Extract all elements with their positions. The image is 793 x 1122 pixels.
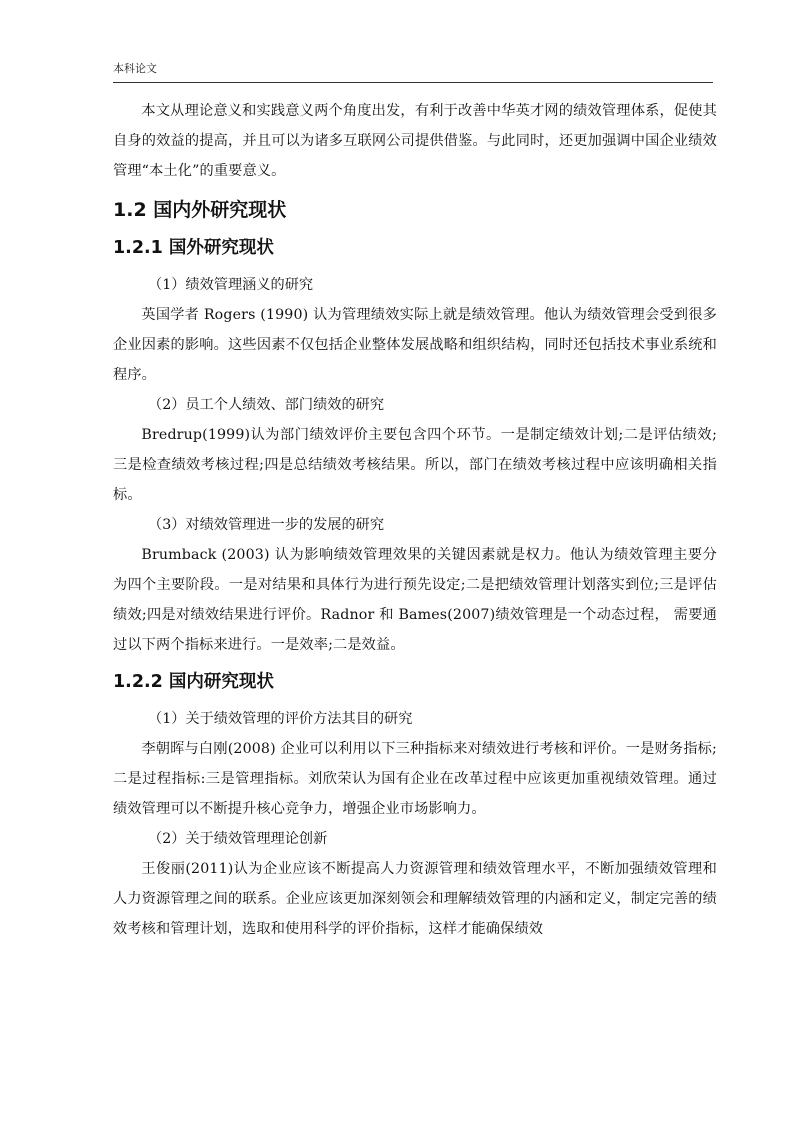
paragraph-intro: 本文从理论意义和实践意义两个角度出发，有利于改善中华英才网的绩效管理体系，促使其自身的效益的提高，并且可以为诸多互联网公司提供借鉴。与此同时，还更加强调中国企业绩效管理“本土化”的重要意义。	[113, 103, 717, 179]
paragraph: 英国学者 Rogers (1990) 认为管理绩效实际上就是绩效管理。他认为绩效管理会受到很多企业因素的影响。这些因素不仅包括企业整体发展战略和组织结构，同时还包括技术事业系统和程序。	[113, 307, 717, 383]
subpoint-heading: （1）关于绩效管理的评价方法其目的研究	[148, 711, 413, 727]
subpoint-heading: （3）对绩效管理进一步的发展的研究	[148, 517, 385, 533]
header-divider	[113, 82, 713, 83]
subpoint-heading: （1）绩效管理涵义的研究	[148, 277, 314, 293]
section-heading-1-2-1: 1.2.1 国外研究现状	[113, 238, 274, 258]
page-header: 本科论文	[113, 62, 157, 75]
paragraph: Brumback (2003) 认为影响绩效管理效果的关键因素就是权力。他认为绩效管理主要分为四个主要阶段。一是对结果和具体行为进行预先设定;二是把绩效管理计划落实到位;三是评估绩效;四是对绩效结果进行评价。Radnor 和 Bames(2007)绩效管理是一个动态过程， 需要通过以下两个指标来进行。一是效率;二是效益。	[113, 547, 717, 653]
section-heading-1-2-2: 1.2.2 国内研究现状	[113, 672, 274, 692]
paragraph: Bredrup(1999)认为部门绩效评价主要包含四个环节。一是制定绩效计划;二是评估绩效;三是检查绩效考核过程;四是总结绩效考核结果。所以，部门在绩效考核过程中应该明确相关指标。	[113, 427, 717, 503]
paragraph: 王俊丽(2011)认为企业应该不断提高人力资源管理和绩效管理水平，不断加强绩效管理和人力资源管理之间的联系。企业应该更加深刻领会和理解绩效管理的内涵和定义，制定完善的绩效考核和管理计划，选取和使用科学的评价指标，这样才能确保绩效	[113, 861, 717, 937]
document-body	[113, 96, 717, 944]
subpoint-heading: （2）员工个人绩效、部门绩效的研究	[148, 397, 385, 413]
section-heading-1-2: 1.2 国内外研究现状	[113, 199, 287, 221]
paragraph: 李朝晖与白刚(2008) 企业可以利用以下三种指标来对绩效进行考核和评价。一是财务指标;二是过程指标:三是管理指标。刘欣荣认为国有企业在改革过程中应该更加重视绩效管理。通过绩效管理可以不断提升核心竞争力，增强企业市场影响力。	[113, 741, 717, 817]
subpoint-heading: （2）关于绩效管理理论创新	[148, 831, 328, 847]
